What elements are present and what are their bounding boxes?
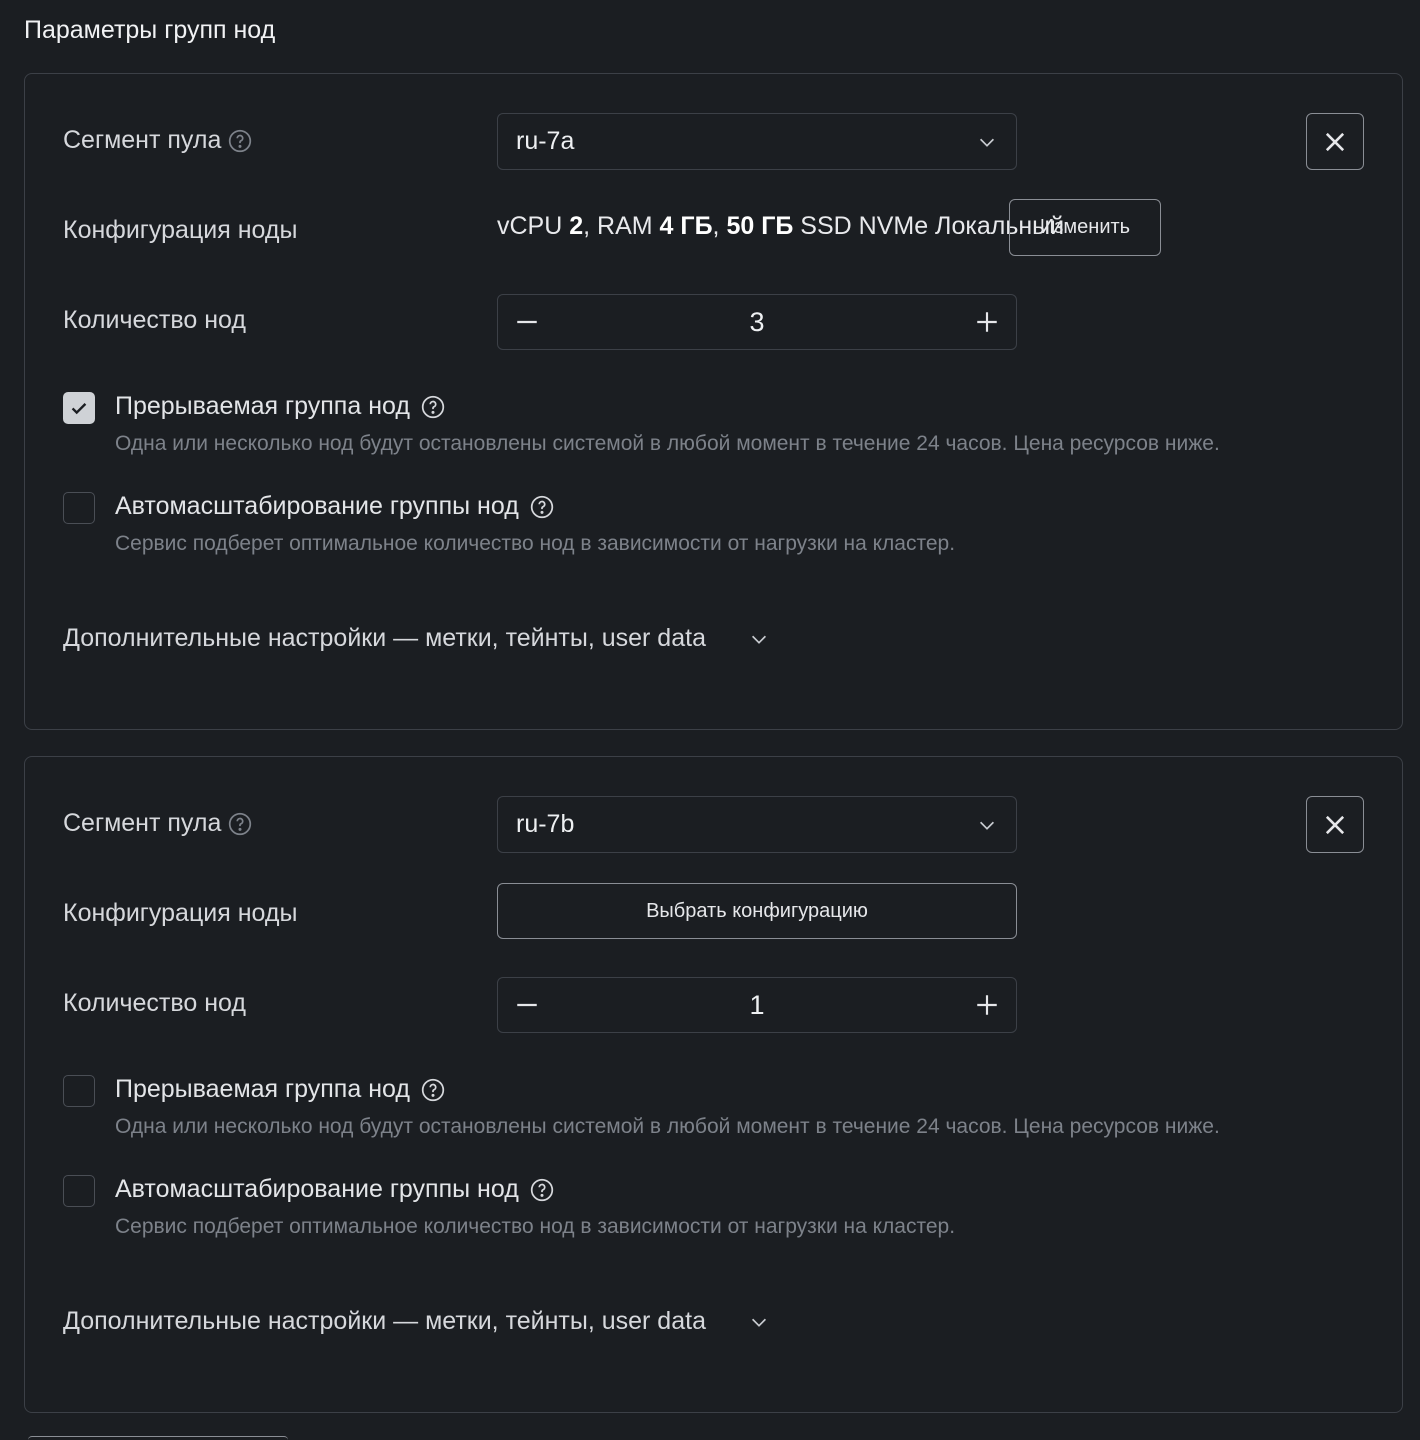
autoscale-title-row bbox=[115, 1175, 555, 1204]
config-summary-part: SSD NVMe Локальный bbox=[793, 212, 1065, 240]
preemptible-checkbox[interactable] bbox=[63, 1075, 95, 1107]
count-label: Количество нод bbox=[63, 989, 246, 1017]
autoscale-title: Автомасштабирование группы нод bbox=[115, 492, 519, 520]
autoscale-title-row bbox=[115, 492, 555, 521]
change-config-button[interactable]: Изменить bbox=[1009, 199, 1161, 256]
config-summary-part: , bbox=[712, 212, 727, 240]
advanced-settings-label: Дополнительные настройки — метки, тейнты, user data bbox=[63, 624, 706, 652]
preemptible-title-row bbox=[115, 1075, 446, 1104]
config-summary bbox=[497, 212, 1065, 241]
config-summary-part: 4 ГБ bbox=[659, 212, 713, 240]
question-circle-icon[interactable] bbox=[529, 1177, 555, 1203]
decrement-button[interactable] bbox=[498, 978, 556, 1032]
segment-label-row bbox=[63, 809, 253, 838]
segment-select[interactable] bbox=[497, 113, 1017, 170]
question-circle-icon[interactable] bbox=[529, 494, 555, 520]
question-circle-icon[interactable] bbox=[420, 1077, 446, 1103]
segment-label: Сегмент пула bbox=[63, 809, 222, 837]
question-circle-icon[interactable] bbox=[420, 394, 446, 420]
preemptible-title-row bbox=[115, 392, 446, 421]
autoscale-description: Сервис подберет оптимальное количество нод в зависимости от нагрузки на кластер. bbox=[115, 532, 956, 555]
count-label: Количество нод bbox=[63, 306, 246, 334]
add-group-button-edge[interactable] bbox=[28, 1436, 288, 1440]
config-summary-part: vCPU bbox=[497, 212, 570, 240]
remove-group-button[interactable] bbox=[1306, 796, 1364, 853]
advanced-settings-toggle[interactable] bbox=[63, 1307, 770, 1336]
config-summary-part: 50 ГБ bbox=[726, 212, 794, 240]
advanced-settings-toggle[interactable] bbox=[63, 624, 770, 653]
config-summary-part: , RAM bbox=[583, 212, 660, 240]
choose-config-button[interactable]: Выбрать конфигурацию bbox=[497, 883, 1017, 939]
preemptible-title: Прерываемая группа нод bbox=[115, 392, 410, 420]
autoscale-title: Автомасштабирование группы нод bbox=[115, 1175, 519, 1203]
question-circle-icon[interactable] bbox=[227, 811, 253, 837]
config-label: Конфигурация ноды bbox=[63, 216, 298, 244]
question-circle-icon[interactable] bbox=[227, 128, 253, 154]
chevron-down-icon bbox=[976, 814, 998, 836]
node-group-card bbox=[24, 73, 1403, 730]
advanced-settings-label: Дополнительные настройки — метки, тейнты, user data bbox=[63, 1307, 706, 1335]
quantity-stepper bbox=[497, 977, 1017, 1033]
chevron-down-icon bbox=[748, 628, 770, 650]
chevron-down-icon bbox=[976, 131, 998, 153]
segment-label: Сегмент пула bbox=[63, 126, 222, 154]
increment-button[interactable] bbox=[958, 295, 1016, 349]
segment-label-row bbox=[63, 126, 253, 155]
segment-select-value: ru-7a bbox=[516, 127, 575, 155]
segment-select[interactable] bbox=[497, 796, 1017, 853]
preemptible-title: Прерываемая группа нод bbox=[115, 1075, 410, 1103]
config-summary-part: 2 bbox=[569, 212, 584, 240]
preemptible-checkbox[interactable] bbox=[63, 392, 95, 424]
autoscale-checkbox[interactable] bbox=[63, 492, 95, 524]
quantity-value[interactable]: 1 bbox=[749, 989, 765, 1020]
autoscale-checkbox[interactable] bbox=[63, 1175, 95, 1207]
preemptible-description: Одна или несколько нод будут остановлены системой в любой момент в течение 24 часов. Цена ресурсов ниже. bbox=[115, 1115, 1220, 1138]
autoscale-description: Сервис подберет оптимальное количество нод в зависимости от нагрузки на кластер. bbox=[115, 1215, 956, 1238]
node-group-card bbox=[24, 756, 1403, 1413]
segment-select-value: ru-7b bbox=[516, 810, 575, 838]
decrement-button[interactable] bbox=[498, 295, 556, 349]
preemptible-description: Одна или несколько нод будут остановлены системой в любой момент в течение 24 часов. Цена ресурсов ниже. bbox=[115, 432, 1220, 455]
chevron-down-icon bbox=[748, 1311, 770, 1333]
remove-group-button[interactable] bbox=[1306, 113, 1364, 170]
quantity-value[interactable]: 3 bbox=[749, 306, 765, 337]
config-label: Конфигурация ноды bbox=[63, 899, 298, 927]
increment-button[interactable] bbox=[958, 978, 1016, 1032]
quantity-stepper bbox=[497, 294, 1017, 350]
section-title: Параметры групп нод bbox=[24, 16, 276, 44]
